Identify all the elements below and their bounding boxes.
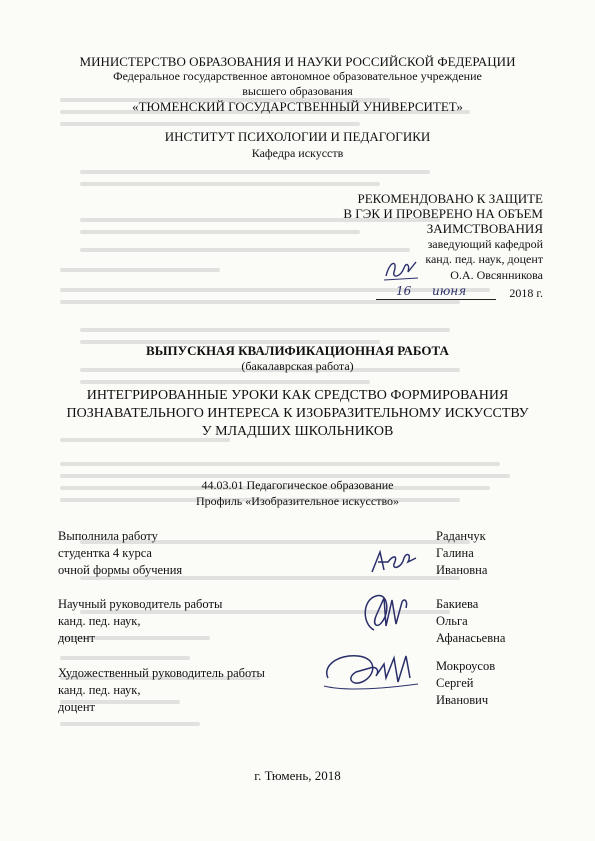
author-signature <box>368 546 420 578</box>
supervisor-label-1: Научный руководитель работы <box>58 597 223 611</box>
department-name: Кафедра искусств <box>251 146 344 160</box>
work-type: ВЫПУСКНАЯ КВАЛИФИКАЦИОННАЯ РАБОТА <box>146 343 449 358</box>
program-profile: Профиль «Изобразительное искусство» <box>195 494 400 508</box>
supervisor-signature <box>356 590 416 636</box>
education-level: высшего образования <box>242 84 353 98</box>
approval-position: заведующий кафедрой <box>427 237 543 251</box>
art-supervisor-label-1: Художественный руководитель работы <box>58 666 265 680</box>
art-supervisor-signature <box>318 648 426 696</box>
topic-line-1: ИНТЕГРИРОВАННЫЕ УРОКИ КАК СРЕДСТВО ФОРМИРОВАНИЯ <box>86 388 509 403</box>
supervisor-surname: Бакиева <box>436 597 479 611</box>
institution-type: Федеральное государственное автономное образовательное учреждение <box>113 69 482 83</box>
university-name: «ТЮМЕНСКИЙ ГОСУДАРСТВЕННЫЙ УНИВЕРСИТЕТ» <box>132 99 463 114</box>
approval-line-1: РЕКОМЕНДОВАНО К ЗАЩИТЕ <box>357 191 543 206</box>
approval-degree: канд. пед. наук, доцент <box>425 252 543 266</box>
author-label-2: студентка 4 курса <box>58 546 152 560</box>
topic-line-3: У МЛАДШИХ ШКОЛЬНИКОВ <box>201 424 394 439</box>
program-code: 44.03.01 Педагогическое образование <box>201 478 394 492</box>
author-surname: Раданчук <box>436 529 486 543</box>
art-supervisor-patronymic: Иванович <box>436 693 489 707</box>
approval-line-3: ЗАИМСТВОВАНИЯ <box>426 221 543 236</box>
institute-name: ИНСТИТУТ ПСИХОЛОГИИ И ПЕДАГОГИКИ <box>164 129 431 144</box>
city-year: г. Тюмень, 2018 <box>254 768 341 783</box>
degree-type: (бакалаврская работа) <box>241 359 354 373</box>
supervisor-name: Ольга <box>436 614 468 628</box>
author-patronymic: Ивановна <box>436 563 488 577</box>
approval-line-2: В ГЭК И ПРОВЕРЕНО НА ОБЪЕМ <box>343 206 543 221</box>
supervisor-label-2: канд. пед. наук, <box>58 614 141 628</box>
date-month: июня <box>432 284 467 298</box>
approval-head-name: О.А. Овсянникова <box>450 268 543 282</box>
supervisor-label-3: доцент <box>58 631 95 645</box>
art-supervisor-surname: Мокроусов <box>436 659 496 673</box>
author-name: Галина <box>436 546 474 560</box>
head-signature <box>382 256 422 286</box>
date-day: 16 <box>396 284 412 298</box>
supervisor-patronymic: Афанасьевна <box>436 631 506 645</box>
approval-year: 2018 г. <box>509 286 543 300</box>
topic-line-2: ПОЗНАВАТЕЛЬНОГО ИНТЕРЕСА К ИЗОБРАЗИТЕЛЬНОМУ ИСКУССТВУ <box>66 406 529 421</box>
ministry-name: МИНИСТЕРСТВО ОБРАЗОВАНИЯ И НАУКИ РОССИЙСКОЙ ФЕДЕРАЦИИ <box>79 54 516 69</box>
art-supervisor-label-2: канд. пед. наук, <box>58 683 141 697</box>
author-label-1: Выполнила работу <box>58 529 158 543</box>
art-supervisor-label-3: доцент <box>58 700 95 714</box>
art-supervisor-name: Сергей <box>436 676 474 690</box>
author-label-3: очной формы обучения <box>58 563 183 577</box>
